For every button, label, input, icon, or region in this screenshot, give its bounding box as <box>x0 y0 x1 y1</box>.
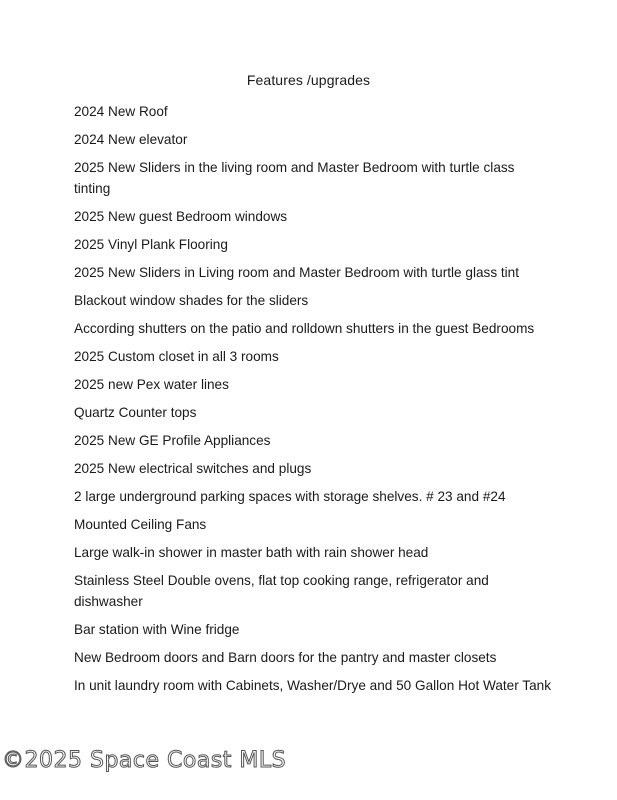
feature-item: 2025 New Sliders in the living room and Master Bedroom with turtle class tinting <box>74 160 515 196</box>
feature-item: Blackout window shades for the sliders <box>74 293 309 308</box>
feature-item: 2025 New electrical switches and plugs <box>74 461 312 476</box>
feature-item: 2 large underground parking spaces with storage shelves. # 23 and #24 <box>74 489 506 504</box>
document-title: Features /upgrades <box>246 72 371 88</box>
feature-item: Mounted Ceiling Fans <box>74 517 207 532</box>
feature-item: In unit laundry room with Cabinets, Washer/Drye and 50 Gallon Hot Water Tank <box>74 678 552 693</box>
feature-item: 2025 New Sliders in Living room and Master Bedroom with turtle glass tint <box>74 265 520 280</box>
feature-item: 2025 New GE Profile Appliances <box>74 433 271 448</box>
feature-item: 2025 Custom closet in all 3 rooms <box>74 349 279 364</box>
feature-item: 2025 New guest Bedroom windows <box>74 209 288 224</box>
feature-item: Bar station with Wine fridge <box>74 622 240 637</box>
feature-item: Large walk-in shower in master bath with rain shower head <box>74 545 429 560</box>
watermark-text: ©2025 Space Coast MLS <box>2 748 287 773</box>
feature-item: According shutters on the patio and rolldown shutters in the guest Bedrooms <box>74 321 535 336</box>
feature-item: 2024 New Roof <box>74 104 168 119</box>
feature-item: 2025 new Pex water lines <box>74 377 229 392</box>
feature-item: 2024 New elevator <box>74 132 188 147</box>
feature-item: Quartz Counter tops <box>74 405 197 420</box>
feature-item: Stainless Steel Double ovens, flat top cooking range, refrigerator and dishwasher <box>74 573 489 609</box>
feature-item: New Bedroom doors and Barn doors for the pantry and master closets <box>74 650 497 665</box>
feature-list <box>74 101 554 703</box>
feature-item: 2025 Vinyl Plank Flooring <box>74 237 228 252</box>
